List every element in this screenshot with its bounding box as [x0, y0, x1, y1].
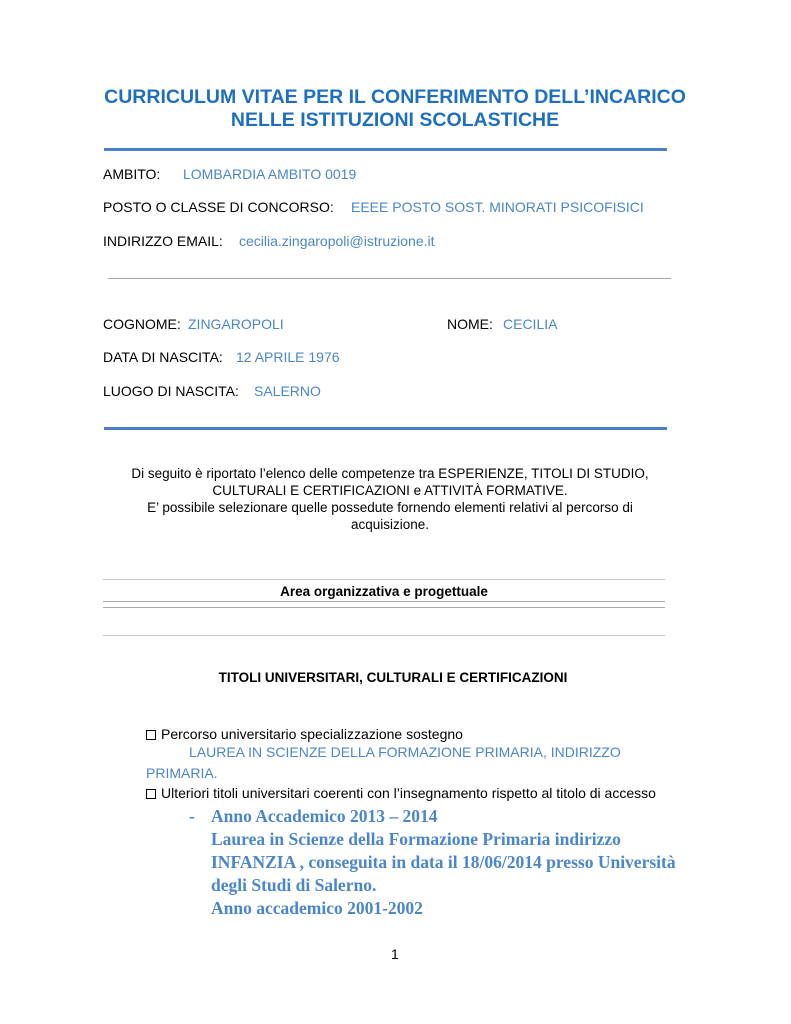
- cognome-value: ZINGAROPOLI: [188, 316, 284, 332]
- luogo-nascita-value: SALERNO: [254, 383, 321, 399]
- document-title: [80, 86, 710, 132]
- percorso-value-line-1: LAUREA IN SCIENZE DELLA FORMAZIONE PRIMARIA, INDIRIZZO: [189, 744, 621, 760]
- intro-line-3: E’ possibile selezionare quelle possedute fornendo elementi relativi al percorso di: [147, 500, 633, 515]
- posto-label: POSTO O CLASSE DI CONCORSO:: [103, 199, 334, 215]
- percorso-label: Percorso universitario specializzazione sostegno: [161, 726, 463, 742]
- luogo-nascita-label: LUOGO DI NASCITA:: [103, 383, 239, 399]
- area-top-rule: [103, 579, 665, 580]
- detail-block: [211, 805, 676, 920]
- detail-line-5: Anno accademico 2001-2002: [211, 898, 423, 918]
- title-line-2: NELLE ISTITUZIONI SCOLASTICHE: [230, 109, 560, 131]
- detail-line-4: degli Studi di Salerno.: [211, 875, 377, 895]
- title-divider: [104, 148, 667, 151]
- detail-line-3: INFANZIA , conseguita in data il 18/06/2014 presso Università: [211, 852, 676, 872]
- page-number: 1: [391, 946, 399, 962]
- intro-line-2: CULTURALI E CERTIFICAZIONI e ATTIVITÀ FORMATIVE.: [212, 483, 568, 498]
- area-bottom-rule: [103, 635, 665, 636]
- personal-divider: [104, 427, 667, 430]
- detail-line-1: Anno Accademico 2013 – 2014: [211, 806, 438, 826]
- detail-dash: -: [189, 806, 195, 826]
- ambito-label: AMBITO:: [103, 166, 161, 182]
- data-nascita-label: DATA DI NASCITA:: [103, 349, 223, 365]
- intro-paragraph: [100, 465, 680, 533]
- percorso-value-line-2: PRIMARIA.: [146, 765, 218, 781]
- ulteriori-item: [146, 785, 656, 802]
- ulteriori-label: Ulteriori titoli universitari coerenti con l’insegnamento rispetto al titolo di accesso: [161, 785, 656, 801]
- area-rule-2: [103, 607, 665, 608]
- area-heading: Area organizzativa e progettuale: [280, 584, 488, 599]
- section-heading: TITOLI UNIVERSITARI, CULTURALI E CERTIFICAZIONI: [218, 670, 568, 685]
- intro-line-1: Di seguito è riportato l’elenco delle competenze tra ESPERIENZE, TITOLI DI STUDIO,: [131, 466, 649, 481]
- ambito-value: LOMBARDIA AMBITO 0019: [183, 166, 357, 182]
- cognome-label: COGNOME:: [103, 316, 181, 332]
- nome-value: CECILIA: [503, 316, 558, 332]
- percorso-item: [146, 726, 463, 743]
- checkbox-percorso[interactable]: [146, 730, 156, 740]
- email-value: cecilia.zingaropoli@istruzione.it: [239, 233, 435, 249]
- nome-label: NOME:: [447, 316, 493, 332]
- data-nascita-value: 12 APRILE 1976: [236, 349, 340, 365]
- email-label: INDIRIZZO EMAIL:: [103, 233, 223, 249]
- posto-value: EEEE POSTO SOST. MINORATI PSICOFISICI: [351, 199, 644, 215]
- area-rule-1: [103, 601, 665, 602]
- intro-line-4: acquisizione.: [350, 517, 430, 532]
- checkbox-ulteriori[interactable]: [146, 789, 156, 799]
- section-divider: [108, 278, 671, 279]
- title-line-1: CURRICULUM VITAE PER IL CONFERIMENTO DELL’INCARICO: [104, 86, 686, 108]
- detail-line-2: Laurea in Scienze della Formazione Primaria indirizzo: [211, 829, 621, 849]
